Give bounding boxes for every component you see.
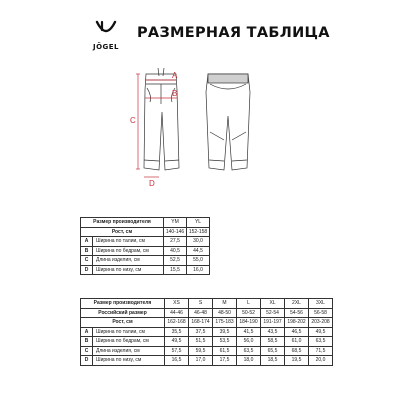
front-view: [144, 68, 179, 170]
adult-size-table: [80, 298, 333, 366]
brand-logo: [86, 20, 126, 51]
value-cell: 30,0: [187, 237, 210, 247]
measure-label: Ширина по талии, см: [93, 237, 164, 247]
value-cell: 58,5: [261, 337, 285, 347]
table-row: [81, 265, 210, 275]
height-cell: 203-208: [309, 318, 333, 328]
measure-label: Ширина по низу, см: [93, 356, 165, 366]
russian-size-cell: 44-46: [165, 308, 189, 318]
brand-name: JÖGEL: [92, 43, 120, 51]
dimension-label-b: B: [172, 89, 178, 98]
measure-code: A: [81, 327, 93, 337]
russian-size-cell: 50-52: [237, 308, 261, 318]
russian-size-cell: 56-58: [309, 308, 333, 318]
value-cell: 40,5: [164, 246, 187, 256]
height-cell: 175-183: [213, 318, 237, 328]
value-cell: 16,5: [165, 356, 189, 366]
height-cell: 198-202: [285, 318, 309, 328]
measure-label: Ширина по бедрам, см: [93, 337, 165, 347]
value-cell: 61,0: [285, 337, 309, 347]
table-row: [81, 337, 333, 347]
measure-code: C: [81, 346, 93, 356]
size-cell: YL: [187, 218, 210, 228]
value-cell: 63,5: [237, 346, 261, 356]
measure-label: Ширина по талии, см: [93, 327, 165, 337]
measure-label: Ширина по бедрам, см: [93, 246, 164, 256]
value-cell: 43,5: [261, 327, 285, 337]
dimension-label-a: A: [172, 71, 178, 80]
value-cell: 18,0: [237, 356, 261, 366]
value-cell: 65,5: [261, 346, 285, 356]
measure-code: C: [81, 256, 93, 266]
size-cell: 2XL: [285, 299, 309, 309]
size-cell: XL: [261, 299, 285, 309]
value-cell: 68,5: [285, 346, 309, 356]
russian-size-cell: 46-48: [189, 308, 213, 318]
measure-code: D: [81, 265, 93, 275]
table-row: [81, 227, 210, 237]
value-cell: 55,0: [187, 256, 210, 266]
value-cell: 53,5: [213, 337, 237, 347]
russian-size-label: Российский размер: [81, 308, 165, 318]
measure-code: B: [81, 246, 93, 256]
size-cell: YM: [164, 218, 187, 228]
value-cell: 57,5: [165, 346, 189, 356]
value-cell: 35,5: [165, 327, 189, 337]
table-row: [81, 346, 333, 356]
value-cell: 49,5: [309, 327, 333, 337]
value-cell: 19,5: [285, 356, 309, 366]
table-row: [81, 318, 333, 328]
height-cell: 162-168: [165, 318, 189, 328]
table-row: [81, 327, 333, 337]
table-row: [81, 218, 210, 228]
kids-size-table: [80, 217, 210, 275]
table-row: [81, 299, 333, 309]
dimension-label-d: D: [149, 179, 155, 188]
table-row: [81, 237, 210, 247]
value-cell: 18,5: [261, 356, 285, 366]
measure-label: Ширина по низу, см: [93, 265, 164, 275]
russian-size-cell: 54-56: [285, 308, 309, 318]
height-cell: 168-174: [189, 318, 213, 328]
value-cell: 41,5: [237, 327, 261, 337]
value-cell: 59,5: [189, 346, 213, 356]
russian-size-cell: 48-50: [213, 308, 237, 318]
russian-size-cell: 52-54: [261, 308, 285, 318]
back-view: [206, 74, 250, 170]
value-cell: 71,5: [309, 346, 333, 356]
table-row: [81, 256, 210, 266]
value-cell: 17,5: [213, 356, 237, 366]
page-title: РАЗМЕРНАЯ ТАБЛИЦА: [137, 25, 330, 41]
value-cell: 52,5: [164, 256, 187, 266]
value-cell: 17,0: [189, 356, 213, 366]
value-cell: 44,5: [187, 246, 210, 256]
header-label: Размер производителя: [81, 218, 164, 228]
value-cell: 15,5: [164, 265, 187, 275]
dimension-label-c: C: [130, 116, 136, 125]
height-label: Рост, см: [81, 227, 164, 237]
height-cell: 184-190: [237, 318, 261, 328]
value-cell: 16,0: [187, 265, 210, 275]
value-cell: 37,5: [189, 327, 213, 337]
value-cell: 49,5: [165, 337, 189, 347]
measure-code: B: [81, 337, 93, 347]
measure-label: Длина изделия, см: [93, 346, 165, 356]
height-cell: 140-146: [164, 227, 187, 237]
table-row: [81, 356, 333, 366]
brand-logo-mark: [95, 20, 117, 38]
size-cell: XS: [165, 299, 189, 309]
value-cell: 63,5: [309, 337, 333, 347]
measure-label: Длина изделия, см: [93, 256, 164, 266]
shorts-diagram: [130, 60, 290, 190]
measure-code: D: [81, 356, 93, 366]
height-cell: 152-158: [187, 227, 210, 237]
value-cell: 46,5: [285, 327, 309, 337]
value-cell: 39,5: [213, 327, 237, 337]
table-row: [81, 246, 210, 256]
header-label: Размер производителя: [81, 299, 165, 309]
size-cell: 3XL: [309, 299, 333, 309]
value-cell: 61,5: [213, 346, 237, 356]
size-cell: S: [189, 299, 213, 309]
size-cell: M: [213, 299, 237, 309]
value-cell: 56,0: [237, 337, 261, 347]
height-label: Рост, см: [81, 318, 165, 328]
value-cell: 20,0: [309, 356, 333, 366]
value-cell: 51,5: [189, 337, 213, 347]
value-cell: 27,5: [164, 237, 187, 247]
measure-code: A: [81, 237, 93, 247]
height-cell: 191-197: [261, 318, 285, 328]
size-cell: L: [237, 299, 261, 309]
table-row: [81, 308, 333, 318]
